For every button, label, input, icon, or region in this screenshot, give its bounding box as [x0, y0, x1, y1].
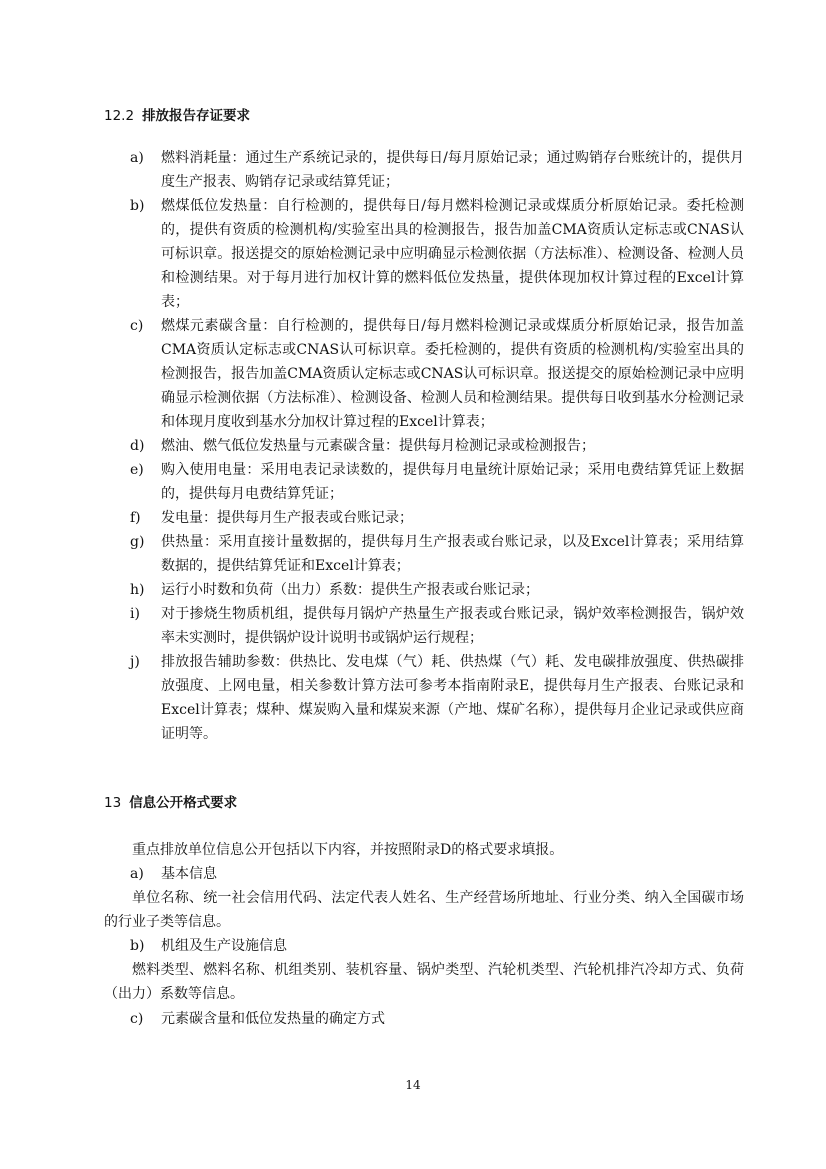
- item-text: 燃料消耗量：通过生产系统记录的，提供每日/每月原始记录；通过购销存台账统计的，提供月度生产报表、购销存记录或结算凭证；: [161, 150, 744, 190]
- item-text: 对于掺烧生物质机组，提供每月锅炉产热量生产报表或台账记录，锅炉效率检测报告，锅炉效率未实测时，提供锅炉设计说明书或锅炉运行规程；: [161, 606, 744, 646]
- sub-title: 基本信息: [161, 866, 217, 882]
- paragraph-text: 单位名称、统一社会信用代码、法定代表人姓名、生产经营场所地址、行业分类、纳入全国碳市场的行业子类等信息。: [104, 890, 744, 930]
- item-marker: b): [130, 198, 145, 214]
- item-marker: h): [130, 582, 145, 598]
- sub-title: 元素碳含量和低位发热量的确定方式: [161, 1011, 385, 1027]
- intro-paragraph: [104, 838, 744, 862]
- paragraph-text: 重点排放单位信息公开包括以下内容，并按照附录D的格式要求填报。: [132, 842, 564, 858]
- item-marker: f): [130, 510, 141, 526]
- body-paragraph: [104, 958, 744, 1006]
- sub-marker: b): [130, 938, 145, 954]
- list-item: [104, 602, 744, 650]
- sub-heading-basic-info: [130, 862, 217, 886]
- requirements-list: [104, 146, 744, 746]
- section-title: 排放报告存证要求: [142, 108, 251, 124]
- paragraph-text: 燃料类型、燃料名称、机组类别、装机容量、锅炉类型、汽轮机类型、汽轮机排汽冷却方式、负荷（出力）系数等信息。: [104, 962, 744, 1002]
- sub-heading-determination-method: [130, 1007, 385, 1031]
- item-text: 燃煤元素碳含量：自行检测的，提供每日/每月燃料检测记录或煤质分析原始记录，报告加盖CMA资质认定标志或CNAS认可标识章。委托检测的，提供有资质的检测机构/实验室出具的检测报告，报告加盖CMA资质认定标志或CNAS认可标识章。报送提交的原始检测记录中应明确显示检测依据（方法标准）、检测设备、检测人员和检测结果。提供每日收到基水分检测记录和体现月度收到基水分加权计算过程的Excel计算表；: [161, 318, 744, 430]
- item-text: 供热量：采用直接计量数据的，提供每月生产报表或台账记录，以及Excel计算表；采用结算数据的，提供结算凭证和Excel计算表；: [161, 534, 744, 574]
- item-text: 燃煤低位发热量：自行检测的，提供每日/每月燃料检测记录或煤质分析原始记录。委托检测的，提供有资质的检测机构/实验室出具的检测报告，报告加盖CMA资质认定标志或CNAS认可标识章。报送提交的原始检测记录中应明确显示检测依据（方法标准）、检测设备、检测人员和检测结果。对于每月进行加权计算的燃料低位发热量，提供体现加权计算过程的Excel计算表；: [161, 198, 744, 310]
- section-heading-12-2: [104, 107, 250, 125]
- sub-marker: a): [130, 866, 144, 882]
- body-paragraph: [104, 886, 744, 934]
- list-item: [104, 578, 744, 602]
- section-number: 12.2: [104, 108, 135, 124]
- list-item: [104, 458, 744, 506]
- list-item: [104, 314, 744, 434]
- page-number: 14: [405, 1078, 421, 1092]
- section-heading-13: [104, 794, 237, 812]
- item-marker: i): [130, 606, 140, 622]
- list-item: [104, 506, 744, 530]
- item-text: 运行小时数和负荷（出力）系数：提供生产报表或台账记录；: [161, 582, 539, 598]
- sub-title: 机组及生产设施信息: [161, 938, 287, 954]
- item-marker: d): [130, 438, 145, 454]
- item-text: 发电量：提供每月生产报表或台账记录；: [161, 510, 413, 526]
- list-item: [104, 650, 744, 746]
- item-text: 燃油、燃气低位发热量与元素碳含量：提供每月检测记录或检测报告；: [161, 438, 595, 454]
- item-marker: c): [130, 318, 144, 334]
- item-text: 排放报告辅助参数：供热比、发电煤（气）耗、供热煤（气）耗、发电碳排放强度、供热碳排放强度、上网电量，相关参数计算方法可参考本指南附录E，提供每月生产报表、台账记录和Excel计算表；煤种、煤炭购入量和煤炭来源（产地、煤矿名称），提供每月企业记录或供应商证明等。: [161, 654, 744, 742]
- sub-heading-unit-facility-info: [130, 934, 287, 958]
- list-item: [104, 434, 744, 458]
- item-marker: g): [130, 534, 145, 550]
- list-item: [104, 146, 744, 194]
- section-number: 13: [104, 795, 122, 811]
- list-item: [104, 530, 744, 578]
- sub-marker: c): [130, 1011, 144, 1027]
- item-marker: j): [130, 654, 140, 670]
- item-text: 购入使用电量：采用电表记录读数的，提供每月电量统计原始记录；采用电费结算凭证上数据的，提供每月电费结算凭证；: [161, 462, 744, 502]
- section-title: 信息公开格式要求: [129, 795, 238, 811]
- item-marker: e): [130, 462, 144, 478]
- item-marker: a): [130, 150, 144, 166]
- list-item: [104, 194, 744, 314]
